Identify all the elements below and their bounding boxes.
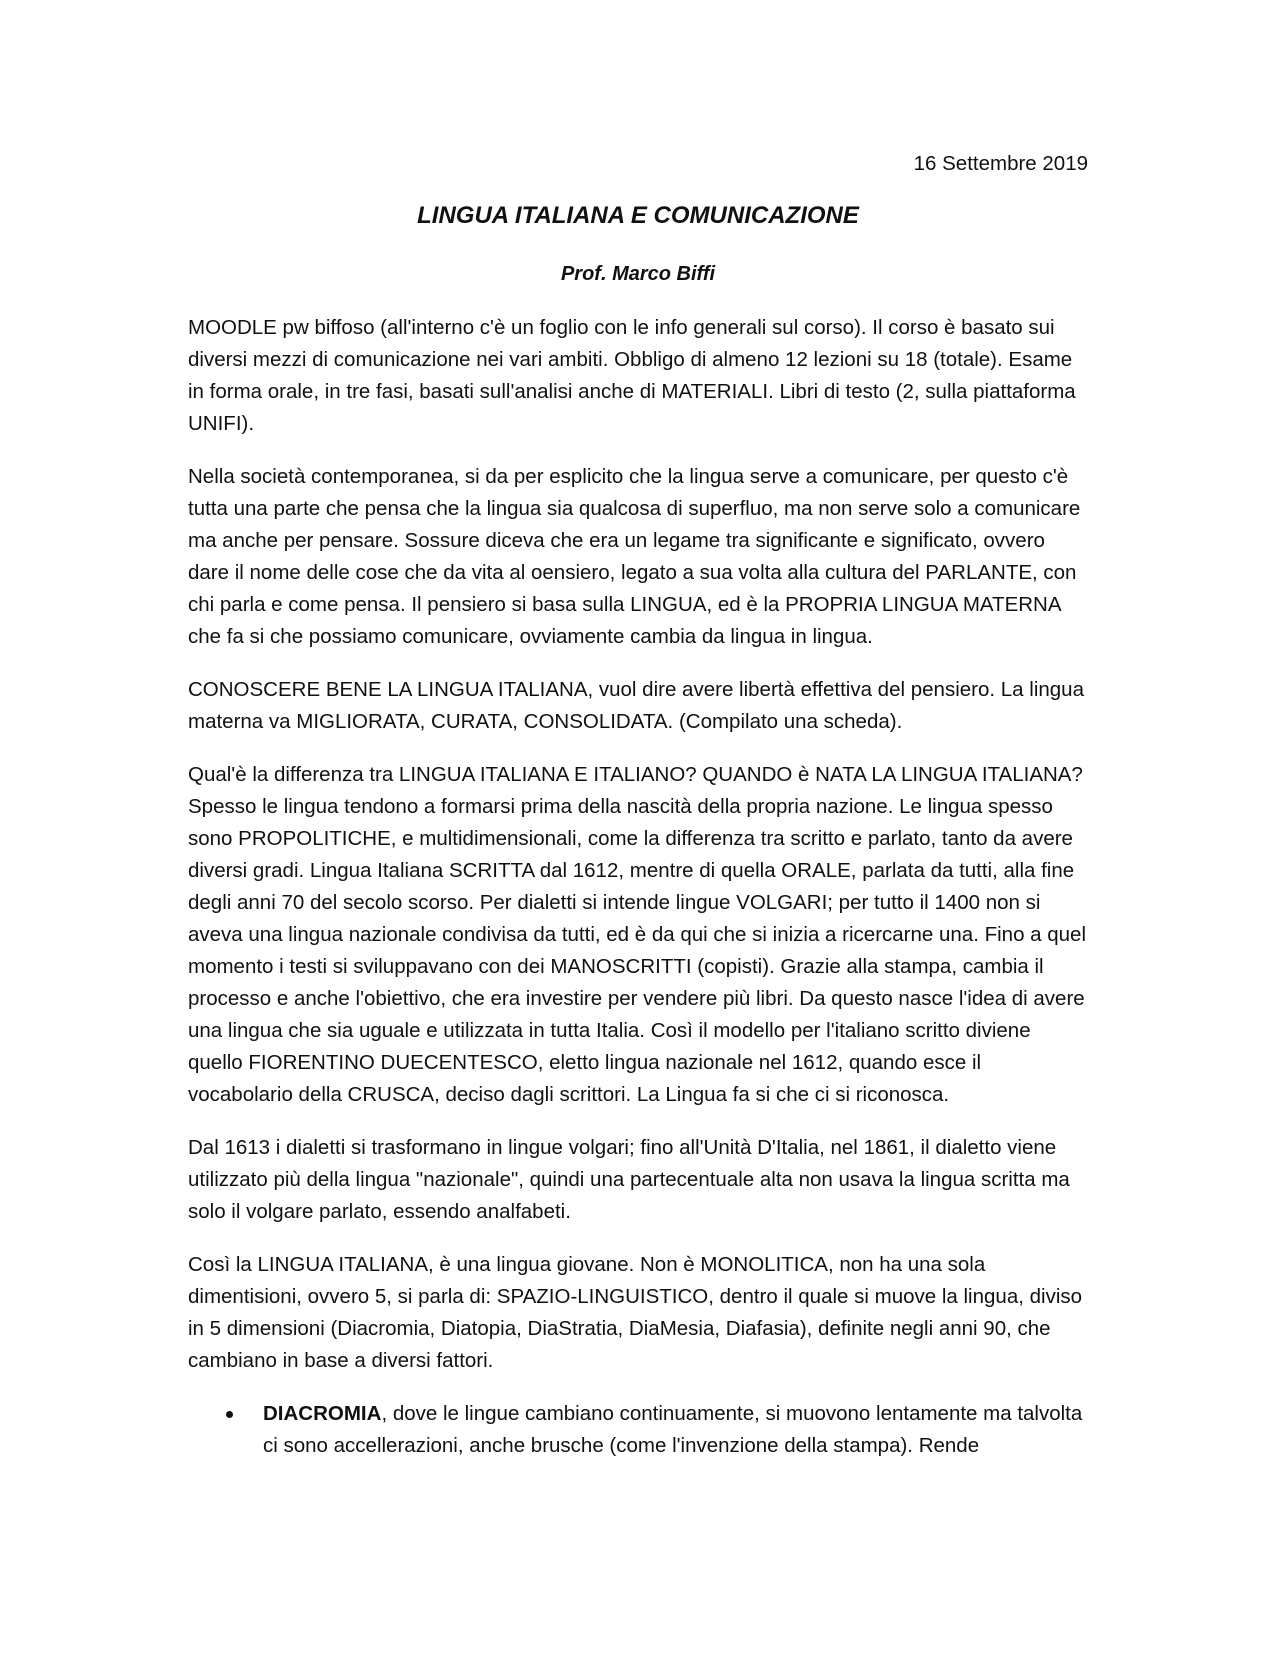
document-date: 16 Settembre 2019 <box>913 152 1088 175</box>
document-body <box>188 148 1088 1462</box>
paragraph-know-italian: CONOSCERE BENE LA LINGUA ITALIANA, vuol dire avere libertà effettiva del pensiero. La lingua materna va MIGLIORATA, CURATA, CONSOLIDATA. (Compilato una scheda). <box>188 678 1084 733</box>
document-author: Prof. Marco Biffi <box>560 263 716 285</box>
paragraph-history: Qual'è la differenza tra LINGUA ITALIANA E ITALIANO? QUANDO è NATA LA LINGUA ITALIANA? Spesso le lingua tendono a formarsi prima della nascità della propria nazione. Le lingua spesso sono PROPOLITICHE, e multidimensionali, come la differenza tra scritto e parlato, tanto da avere diversi gradi. Lingua Italiana SCRITTA dal 1612, mentre di quella ORALE, parlata da tutti, alla fine degli anni 70 del secolo scorso. Per dialetti si intende lingue VOLGARI; per tutto il 1400 non si aveva una lingua nazionale condivisa da tutti, ed è da qui che si inizia a ricercarne una. Fino a quel momento i testi si sviluppavano con dei MANOSCRITTI (copisti). Grazie alla stampa, cambia il processo e anche l'obiettivo, che era investire per vendere più libri. Da questo nasce l'idea di avere una lingua che sia uguale e utilizzata in tutta Italia. Così il modello per l'italiano scritto diviene quello FIORENTINO DUECENTESCO, eletto lingua nazionale nel 1612, quando esce il vocabolario della CRUSCA, deciso dagli scrittori. La Lingua fa si che ci si riconosca. <box>188 763 1087 1106</box>
paragraph-course-info: MOODLE pw biffoso (all'interno c'è un foglio con le info generali sul corso). Il corso è basato sui diversi mezzi di comunicazione nei vari ambiti. Obbligo di almeno 12 lezioni su 18 (totale). Esame in forma orale, in tre fasi, basati sull'analisi anche di MATERIALI. Libri di testo (2, sulla piattaforma UNIFI). <box>188 316 1076 435</box>
paragraph-dimensions: Così la LINGUA ITALIANA, è una lingua giovane. Non è MONOLITICA, non ha una sola dimentisioni, ovvero 5, si parla di: SPAZIO-LINGUISTICO, dentro il quale si muove la lingua, diviso in 5 dimensioni (Diacromia, Diatopia, DiaStratia, DiaMesia, Diafasia), definite negli anni 90, che cambiano in base a diversi fattori. <box>188 1253 1083 1372</box>
bullet-term: DIACROMIA <box>263 1402 382 1425</box>
bullet-item-diacromia <box>188 1398 1088 1462</box>
bullet-text: , dove le lingue cambiano continuamente, si muovono lentamente ma talvolta ci sono accellerazioni, anche brusche (come l'invenzione della stampa). Rende <box>263 1402 1083 1457</box>
bullet-list <box>188 1398 1088 1462</box>
paragraph-language-thought: Nella società contemporanea, si da per esplicito che la lingua serve a comunicare, per questo c'è tutta una parte che pensa che la lingua sia qualcosa di superfluo, ma non serve solo a comunicare ma anche per pensare. Sossure diceva che era un legame tra significante e significato, ovvero dare il nome delle cose che da vita al oensiero, legato a sua volta alla cultura del PARLANTE, con chi parla e come pensa. Il pensiero si basa sulla LINGUA, ed è la PROPRIA LINGUA MATERNA che fa si che possiamo comunicare, ovviamente cambia da lingua in lingua. <box>188 465 1081 648</box>
paragraph-dialects: Dal 1613 i dialetti si trasformano in lingue volgari; fino all'Unità D'Italia, nel 1861, il dialetto viene utilizzato più della lingua "nazionale", quindi una partecentuale alta non usava la lingua scritta ma solo il volgare parlato, essendo analfabeti. <box>188 1136 1070 1223</box>
bullet-dot-icon <box>226 1411 233 1418</box>
document-title: LINGUA ITALIANA E COMUNICAZIONE <box>417 202 859 229</box>
